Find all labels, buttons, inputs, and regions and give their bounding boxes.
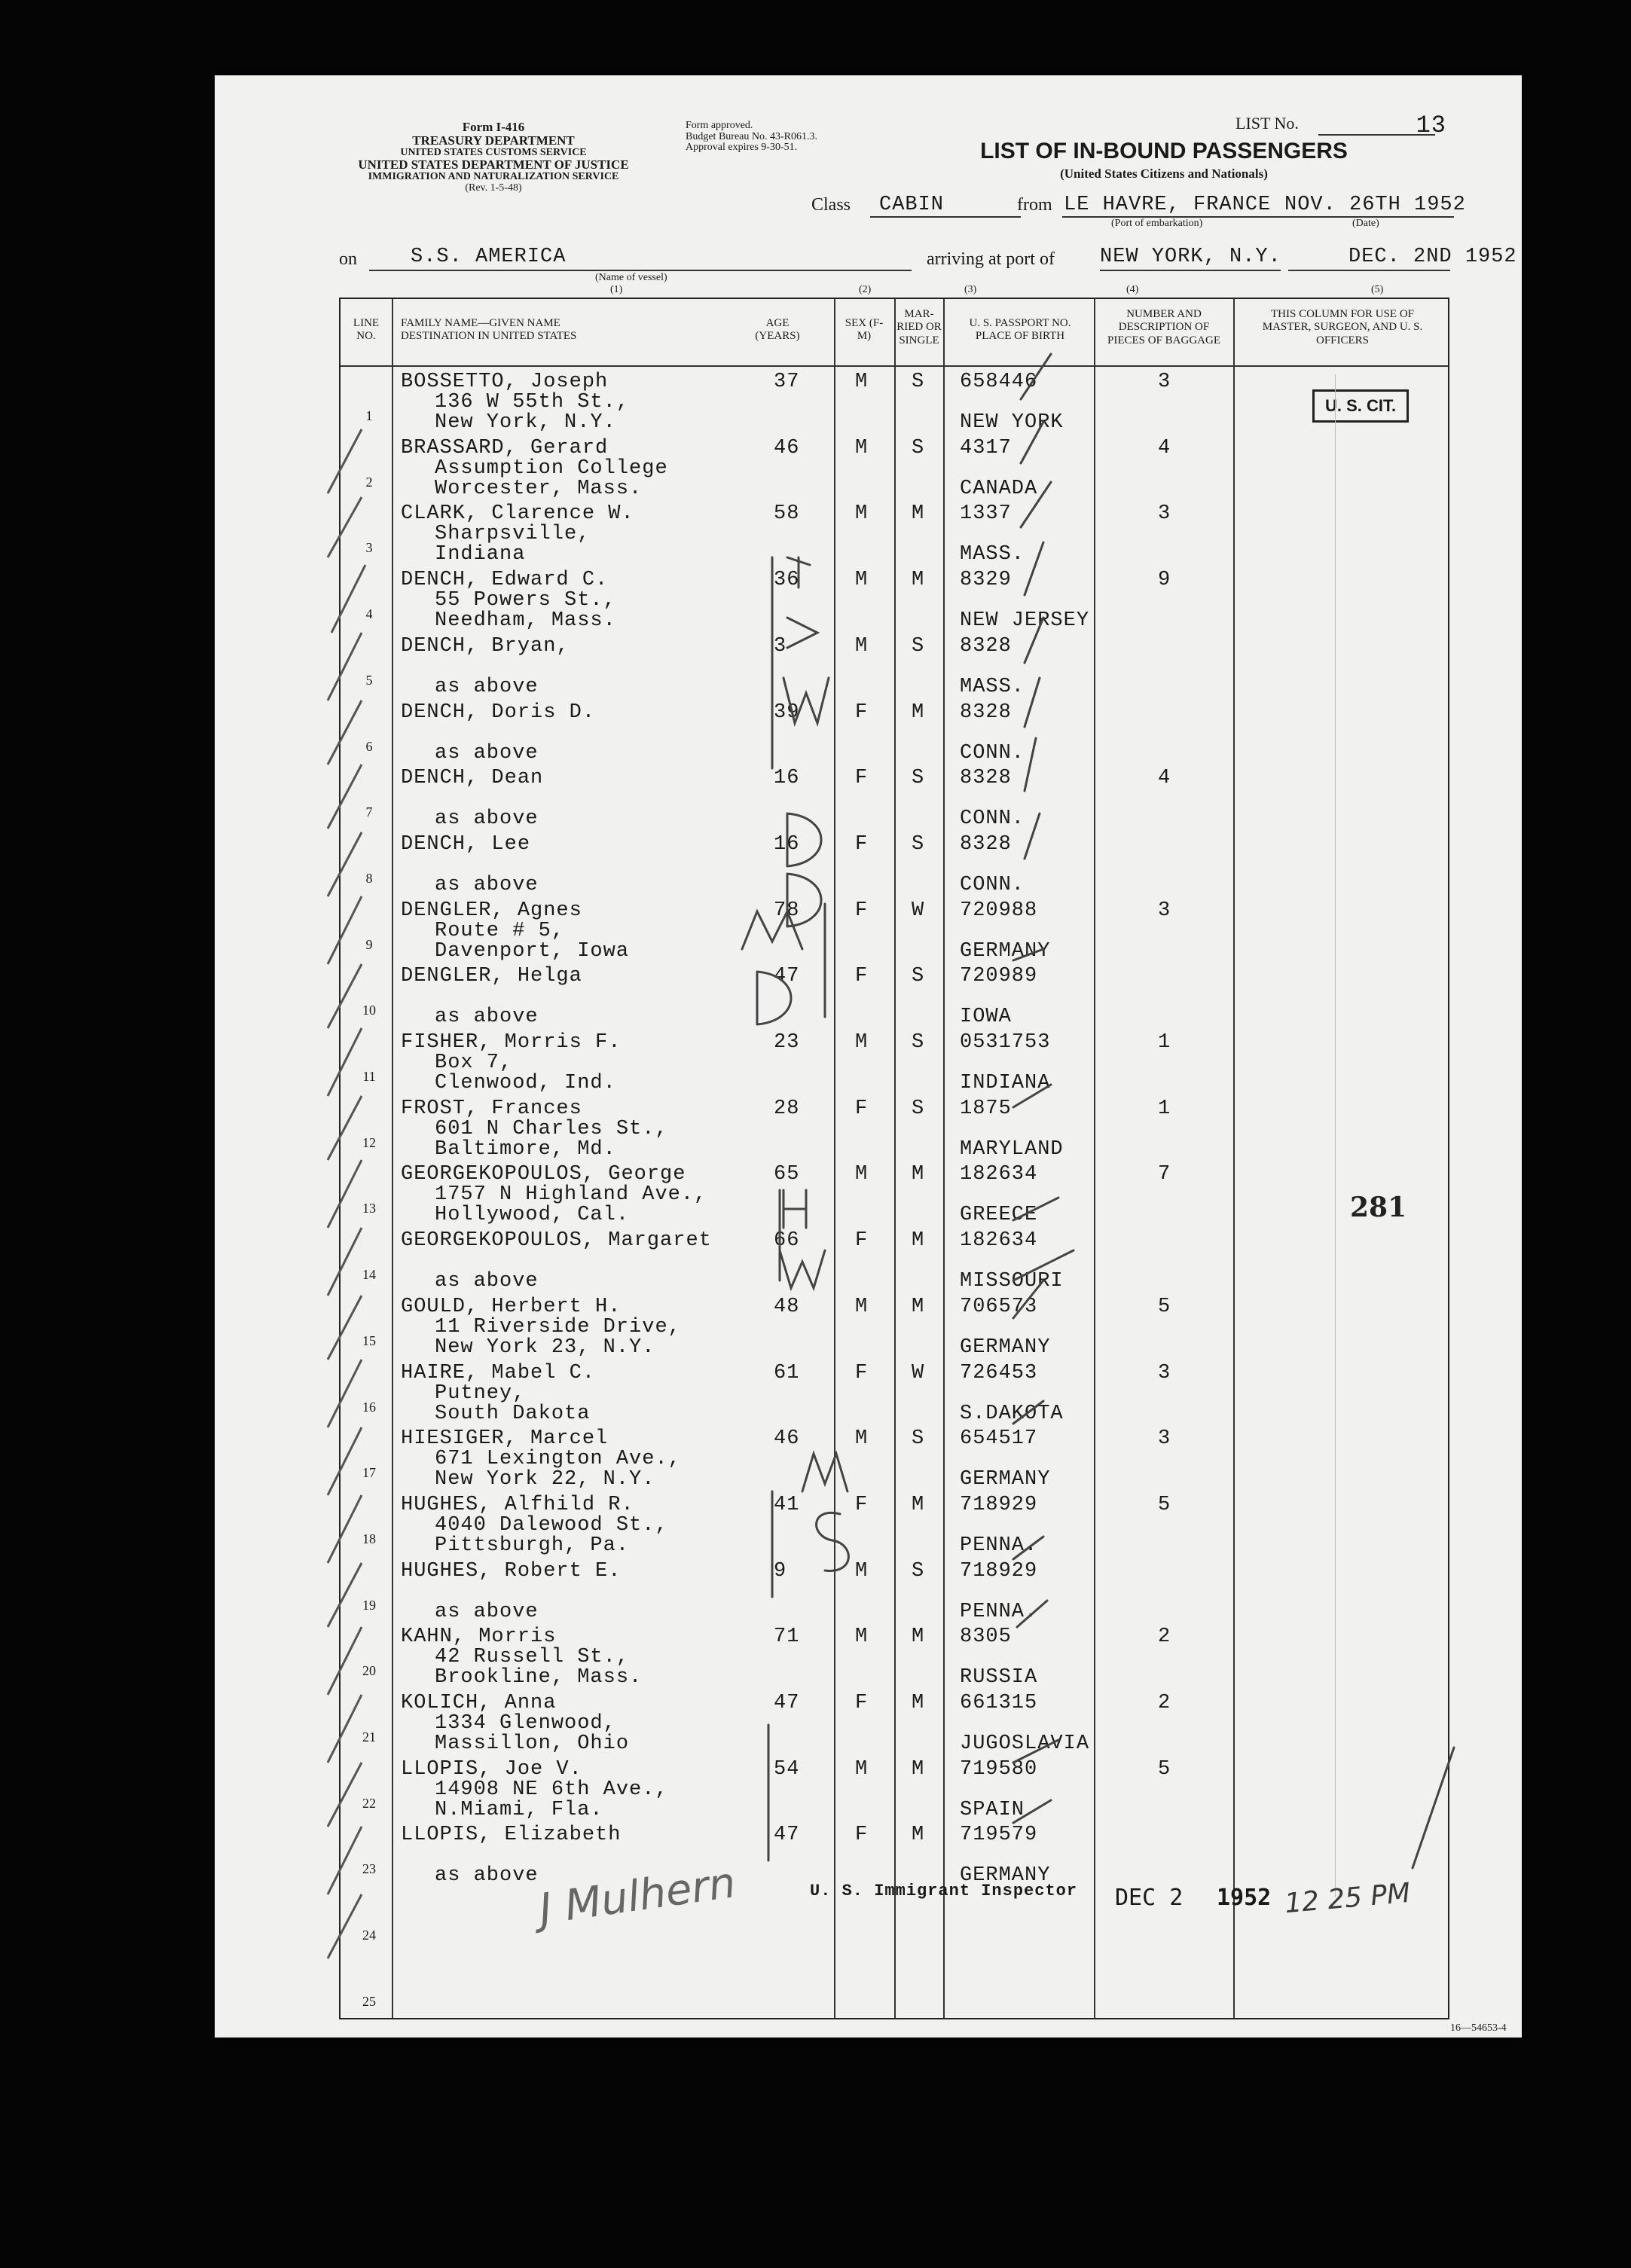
place-of-birth: MASS.: [960, 543, 1025, 566]
passport-number: 8328: [960, 701, 1012, 724]
sex-value: M: [855, 371, 869, 393]
marital-status: M: [912, 1824, 925, 1847]
col-num-5: (5): [1371, 284, 1384, 295]
col-num-4: (4): [1126, 284, 1139, 295]
age-value: 58: [774, 502, 800, 526]
arrival-port: NEW YORK, N.Y.: [1100, 246, 1281, 268]
address-line-1: 601 N Charles St.,: [435, 1117, 668, 1140]
sex-value: F: [855, 832, 869, 856]
sex-value: M: [855, 569, 869, 592]
embarkation-date: NOV. 26TH 1952: [1284, 194, 1466, 216]
line-number: 9: [365, 936, 373, 952]
place-of-birth: RUSSIA: [960, 1666, 1038, 1690]
passport-number: 719579: [960, 1824, 1038, 1847]
age-value: 71: [774, 1625, 800, 1649]
passport-number: 718929: [960, 1559, 1038, 1583]
age-value: 9: [774, 1559, 787, 1583]
address-line-2: as above: [435, 675, 539, 698]
place-of-birth: PENNA.: [960, 1534, 1038, 1557]
age-value: 3: [774, 634, 787, 658]
marital-status: S: [912, 1427, 925, 1451]
address-line-1: 42 Russell St.,: [435, 1646, 630, 1669]
date-caption: (Date): [1352, 218, 1379, 229]
dept-line-3: UNITED STATES DEPARTMENT OF JUSTICE: [358, 157, 629, 172]
age-value: 23: [774, 1031, 800, 1054]
approval-line-2: Budget Bureau No. 43-R061.3.: [686, 130, 817, 142]
place-of-birth: MASS.: [960, 675, 1025, 698]
marital-status: M: [912, 569, 925, 592]
sex-value: F: [855, 1493, 869, 1516]
sex-value: F: [855, 701, 869, 724]
address-line-2: South Dakota: [435, 1402, 591, 1425]
passport-number: 182634: [960, 1229, 1038, 1253]
sex-value: F: [855, 1229, 869, 1253]
col-num-2: (2): [859, 284, 872, 295]
passport-number: 654517: [960, 1427, 1038, 1451]
arrival-date: DEC. 2ND 1952: [1348, 246, 1517, 268]
col-header-age: AGE (YEARS): [755, 317, 800, 343]
sex-value: M: [855, 436, 869, 459]
form-number: Form I-416: [462, 120, 525, 134]
passport-number: 0531753: [960, 1031, 1051, 1054]
passenger-name: LLOPIS, Elizabeth: [401, 1824, 622, 1847]
address-line-2: Worcester, Mass.: [435, 477, 643, 500]
line-number: 20: [362, 1663, 376, 1679]
line-number: 10: [362, 1003, 376, 1018]
approval-line-3: Approval expires 9-30-51.: [686, 142, 798, 154]
class-label: Class: [811, 195, 851, 215]
place-of-birth: GERMANY: [960, 1468, 1051, 1491]
sex-value: M: [855, 1559, 869, 1583]
passenger-name: CLARK, Clarence W.: [401, 502, 634, 526]
passenger-name: HUGHES, Alfhild R.: [401, 1493, 634, 1516]
dept-line-2: UNITED STATES CUSTOMS SERVICE: [400, 146, 587, 158]
age-value: 47: [774, 1692, 800, 1714]
sex-value: F: [855, 965, 869, 988]
passport-number: 1875: [960, 1097, 1012, 1120]
passenger-name: KAHN, Morris: [401, 1625, 557, 1649]
marital-status: M: [912, 1163, 925, 1186]
passenger-name: DENCH, Bryan,: [401, 634, 570, 658]
sex-value: M: [855, 634, 869, 658]
age-value: 46: [774, 436, 800, 459]
address-line-2: as above: [435, 873, 539, 896]
line-number: 8: [365, 870, 373, 886]
us-citizen-stamp: U. S. CIT.: [1312, 389, 1409, 423]
line-number: 18: [362, 1531, 376, 1546]
passport-number: 718929: [960, 1493, 1038, 1516]
address-line-2: Baltimore, Md.: [435, 1137, 616, 1161]
marital-status: S: [912, 965, 925, 988]
address-line-2: New York, N.Y.: [435, 411, 616, 434]
marital-status: S: [912, 436, 925, 459]
passenger-name: HIESIGER, Marcel: [401, 1427, 609, 1451]
address-line-1: Assumption College: [435, 456, 668, 480]
age-value: 37: [774, 371, 800, 393]
line-number: 16: [362, 1399, 376, 1415]
place-of-birth: GERMANY: [960, 1335, 1051, 1359]
address-line-2: as above: [435, 1864, 539, 1888]
marital-status: S: [912, 634, 925, 658]
line-number: 12: [362, 1134, 376, 1150]
sex-value: M: [855, 1031, 869, 1054]
footer-code: 16—54653-4: [1450, 2022, 1507, 2034]
col-header-officers: THIS COLUMN FOR USE OF MASTER, SURGEON, AND U. S. OFFICERS: [1262, 308, 1423, 346]
place-of-birth: NEW YORK: [960, 411, 1064, 434]
line-number: 1: [365, 408, 373, 423]
age-value: 16: [774, 767, 800, 790]
col-num-3: (3): [964, 284, 977, 295]
marital-status: M: [912, 1757, 925, 1781]
age-value: 65: [774, 1163, 800, 1186]
address-line-1: 4040 Dalewood St.,: [435, 1513, 668, 1537]
sex-value: M: [855, 1427, 869, 1451]
inspector-label: U. S. Immigrant Inspector: [810, 1882, 1078, 1900]
col-num-1: (1): [610, 284, 623, 295]
place-of-birth: IOWA: [960, 1006, 1012, 1029]
passport-number: 719580: [960, 1757, 1038, 1781]
passenger-name: DENGLER, Agnes: [401, 899, 582, 922]
passenger-name: HUGHES, Robert E.: [401, 1559, 622, 1583]
passport-number: 8328: [960, 634, 1012, 658]
line-number: 24: [362, 1928, 376, 1943]
line-number: 13: [362, 1201, 376, 1216]
passenger-name: DENGLER, Helga: [401, 965, 582, 988]
age-value: 47: [774, 1824, 800, 1847]
passport-number: 1337: [960, 502, 1012, 526]
passenger-name: HAIRE, Mabel C.: [401, 1361, 596, 1384]
approval-line-1: Form approved.: [686, 120, 753, 131]
address-line-2: as above: [435, 1270, 539, 1293]
line-number: 7: [365, 804, 373, 820]
address-line-1: Route # 5,: [435, 919, 565, 942]
vessel-caption: (Name of vessel): [595, 272, 667, 283]
address-line-1: Sharpsville,: [435, 523, 591, 546]
passenger-name: BRASSARD, Gerard: [401, 436, 609, 459]
passport-number: 8328: [960, 832, 1012, 856]
sex-value: M: [855, 1625, 869, 1649]
address-line-2: Pittsburgh, Pa.: [435, 1534, 630, 1557]
baggage-count: 3: [1158, 371, 1171, 393]
place-of-birth: SPAIN: [960, 1798, 1025, 1821]
officer-note: 281: [1350, 1192, 1407, 1223]
address-line-1: 136 W 55th St.,: [435, 391, 630, 414]
baggage-count: 2: [1158, 1692, 1171, 1714]
line-number: 4: [365, 606, 373, 622]
address-line-1: Box 7,: [435, 1052, 513, 1074]
marital-status: W: [912, 899, 925, 922]
address-line-2: Needham, Mass.: [435, 609, 616, 633]
list-number: 13: [1416, 111, 1446, 139]
passenger-name: GOULD, Herbert H.: [401, 1295, 622, 1318]
line-number: 5: [365, 672, 373, 688]
manifest-page: [215, 75, 1522, 2038]
port-of-embarkation: LE HAVRE, FRANCE: [1064, 194, 1272, 216]
marital-status: S: [912, 1097, 925, 1120]
from-label: from: [1017, 195, 1052, 215]
pencil-marks: [215, 75, 1522, 2038]
address-line-1: 55 Powers St.,: [435, 589, 616, 612]
baggage-count: 5: [1158, 1295, 1171, 1318]
address-line-2: Clenwood, Ind.: [435, 1072, 616, 1094]
place-of-birth: CONN.: [960, 873, 1025, 896]
col-header-sex: SEX (F-M): [845, 317, 884, 343]
passport-number: 720988: [960, 899, 1038, 922]
place-of-birth: CANADA: [960, 477, 1038, 500]
baggage-count: 3: [1158, 502, 1171, 526]
address-line-2: Massillon, Ohio: [435, 1732, 630, 1755]
col-header-baggage: NUMBER AND DESCRIPTION OF PIECES OF BAGGAGE: [1107, 308, 1220, 346]
baggage-count: 1: [1158, 1097, 1171, 1120]
dept-line-1: TREASURY DEPARTMENT: [412, 133, 575, 148]
passport-number: 4317: [960, 436, 1012, 459]
place-of-birth: GERMANY: [960, 939, 1051, 963]
marital-status: S: [912, 832, 925, 856]
marital-status: M: [912, 1493, 925, 1516]
inspector-signature: J Mulhern: [536, 1858, 739, 1934]
marital-status: S: [912, 1031, 925, 1054]
address-line-2: as above: [435, 1600, 539, 1623]
marital-status: M: [912, 1229, 925, 1253]
address-line-1: 11 Riverside Drive,: [435, 1315, 681, 1339]
age-value: 66: [774, 1229, 800, 1253]
address-line-2: New York 23, N.Y.: [435, 1335, 655, 1359]
col-header-passport: U. S. PASSPORT NO. PLACE OF BIRTH: [969, 317, 1071, 343]
inspection-year: 1952: [1217, 1885, 1272, 1911]
place-of-birth: INDIANA: [960, 1072, 1051, 1094]
sex-value: M: [855, 1757, 869, 1781]
passenger-name: GEORGEKOPOULOS, George: [401, 1163, 686, 1186]
place-of-birth: S.DAKOTA: [960, 1402, 1064, 1425]
baggage-count: 2: [1158, 1625, 1171, 1649]
line-number: 17: [362, 1465, 376, 1481]
place-of-birth: NEW JERSEY: [960, 609, 1090, 633]
passenger-name: DENCH, Doris D.: [401, 701, 596, 724]
marital-status: S: [912, 371, 925, 393]
age-value: 46: [774, 1427, 800, 1451]
baggage-count: 7: [1158, 1163, 1171, 1186]
baggage-count: 4: [1158, 767, 1171, 790]
address-line-2: N.Miami, Fla.: [435, 1798, 603, 1821]
baggage-count: 5: [1158, 1493, 1171, 1516]
passport-number: 182634: [960, 1163, 1038, 1186]
col-header-line: LINE NO.: [353, 317, 380, 343]
place-of-birth: MARYLAND: [960, 1137, 1064, 1161]
address-line-2: as above: [435, 1006, 539, 1029]
place-of-birth: GERMANY: [960, 1864, 1051, 1888]
sex-value: F: [855, 1692, 869, 1714]
place-of-birth: GREECE: [960, 1204, 1038, 1227]
address-line-2: Indiana: [435, 543, 526, 566]
passenger-name: DENCH, Dean: [401, 767, 544, 790]
sex-value: M: [855, 1163, 869, 1186]
marital-status: S: [912, 1559, 925, 1583]
age-value: 47: [774, 965, 800, 988]
col-header-married: MAR-RIED OR SINGLE: [896, 308, 942, 346]
line-number: 6: [365, 738, 373, 754]
marital-status: W: [912, 1361, 925, 1384]
address-line-2: as above: [435, 807, 539, 831]
arriving-label: arriving at port of: [927, 249, 1055, 269]
age-value: 28: [774, 1097, 800, 1120]
sex-value: F: [855, 899, 869, 922]
marital-status: S: [912, 767, 925, 790]
baggage-count: 4: [1158, 436, 1171, 459]
address-line-2: Brookline, Mass.: [435, 1666, 643, 1690]
passenger-name: DENCH, Edward C.: [401, 569, 609, 592]
passport-number: 8329: [960, 569, 1012, 592]
passport-number: 726453: [960, 1361, 1038, 1384]
address-line-1: 1334 Glenwood,: [435, 1712, 616, 1735]
line-number: 2: [365, 474, 373, 490]
revision: (Rev. 1-5-48): [465, 182, 522, 194]
passenger-name: KOLICH, Anna: [401, 1692, 557, 1714]
age-value: 54: [774, 1757, 800, 1781]
passport-number: 720989: [960, 965, 1038, 988]
baggage-count: 5: [1158, 1757, 1171, 1781]
baggage-count: 3: [1158, 1427, 1171, 1451]
col-header-name: FAMILY NAME—GIVEN NAME DESTINATION IN UNITED STATES: [401, 317, 577, 343]
marital-status: M: [912, 502, 925, 526]
passenger-name: DENCH, Lee: [401, 832, 531, 856]
age-value: 36: [774, 569, 800, 592]
marital-status: M: [912, 1625, 925, 1649]
marital-status: M: [912, 701, 925, 724]
line-number: 21: [362, 1729, 376, 1744]
passport-number: 661315: [960, 1692, 1038, 1714]
passenger-name: BOSSETTO, Joseph: [401, 371, 609, 393]
inspection-date: DEC 2: [1115, 1885, 1184, 1911]
address-line-2: as above: [435, 741, 539, 765]
sex-value: F: [855, 767, 869, 790]
passenger-name: LLOPIS, Joe V.: [401, 1757, 582, 1781]
address-line-1: 14908 NE 6th Ave.,: [435, 1778, 668, 1801]
sex-value: F: [855, 1097, 869, 1120]
passenger-name: FROST, Frances: [401, 1097, 582, 1120]
line-number: 15: [362, 1332, 376, 1348]
line-number: 25: [362, 1993, 376, 2009]
dept-line-4: IMMIGRATION AND NATURALIZATION SERVICE: [368, 171, 619, 183]
class-value: CABIN: [879, 194, 945, 216]
age-value: 78: [774, 899, 800, 922]
place-of-birth: MISSOURI: [960, 1270, 1064, 1293]
passport-number: 8328: [960, 767, 1012, 790]
passport-number: 658446: [960, 371, 1038, 393]
sex-value: F: [855, 1361, 869, 1384]
list-no-label: LIST No.: [1235, 114, 1299, 133]
passenger-name: GEORGEKOPOULOS, Margaret: [401, 1229, 712, 1253]
address-line-2: Davenport, Iowa: [435, 939, 630, 963]
sex-value: F: [855, 1824, 869, 1847]
marital-status: M: [912, 1692, 925, 1714]
place-of-birth: CONN.: [960, 741, 1025, 765]
port-caption: (Port of embarkation): [1111, 218, 1203, 229]
document-subtitle: (United States Citizens and Nationals): [1060, 166, 1268, 181]
address-line-2: New York 22, N.Y.: [435, 1468, 655, 1491]
sex-value: M: [855, 502, 869, 526]
place-of-birth: PENNA.: [960, 1600, 1038, 1623]
passport-number: 8305: [960, 1625, 1012, 1649]
age-value: 39: [774, 701, 800, 724]
inspection-time: 12 25 PM: [1283, 1877, 1412, 1920]
line-number: 11: [362, 1069, 376, 1084]
on-label: on: [339, 249, 357, 269]
line-number: 23: [362, 1861, 376, 1877]
line-number: 3: [365, 540, 373, 556]
place-of-birth: JUGOSLAVIA: [960, 1732, 1090, 1755]
address-line-1: 1757 N Highland Ave.,: [435, 1183, 707, 1207]
age-value: 61: [774, 1361, 800, 1384]
baggage-count: 9: [1158, 569, 1171, 592]
age-value: 41: [774, 1493, 800, 1516]
baggage-count: 3: [1158, 1361, 1171, 1384]
line-number: 14: [362, 1267, 376, 1283]
address-line-1: 671 Lexington Ave.,: [435, 1448, 681, 1471]
document-title: LIST OF IN-BOUND PASSENGERS: [980, 139, 1348, 163]
address-line-2: Hollywood, Cal.: [435, 1204, 630, 1227]
passenger-name: FISHER, Morris F.: [401, 1031, 622, 1054]
marital-status: M: [912, 1295, 925, 1318]
age-value: 48: [774, 1295, 800, 1318]
vessel-name: S.S. AMERICA: [411, 246, 567, 268]
line-number: 22: [362, 1795, 376, 1811]
baggage-count: 3: [1158, 899, 1171, 922]
baggage-count: 1: [1158, 1031, 1171, 1054]
age-value: 16: [774, 832, 800, 856]
address-line-1: Putney,: [435, 1381, 526, 1405]
line-number: 19: [362, 1597, 376, 1613]
place-of-birth: CONN.: [960, 807, 1025, 831]
passport-number: 706573: [960, 1295, 1038, 1318]
sex-value: M: [855, 1295, 869, 1318]
